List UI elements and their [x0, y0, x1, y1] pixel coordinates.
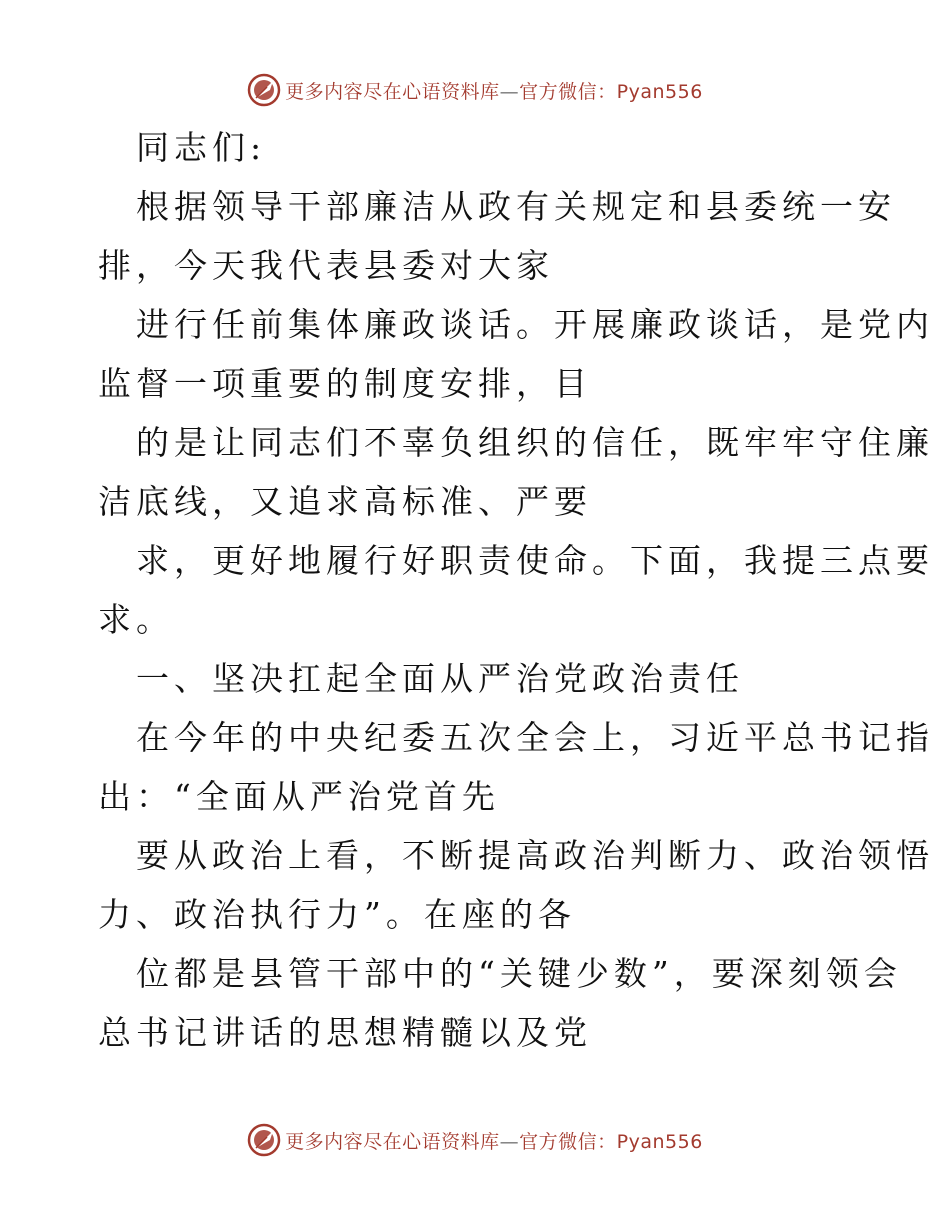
text-line: 同志们:: [136, 128, 267, 167]
section-heading: 一、坚决扛起全面从严治党政治责任: [136, 659, 744, 698]
feather-pen-logo-icon: [247, 1123, 281, 1157]
text-line: 根据领导干部廉洁从政有关规定和县委统一安: [136, 187, 896, 226]
text-line: 力、政治执行力”。在座的各: [98, 895, 576, 934]
text-line: 求。: [98, 600, 174, 639]
text-line: 洁底线，又追求高标准、严要: [98, 482, 592, 521]
text-line: 排，今天我代表县委对大家: [98, 246, 554, 285]
banner-wechat-text: 官方微信：Pyan556: [519, 1130, 703, 1153]
text-line: 监督一项重要的制度安排，目: [98, 364, 592, 403]
text-line: 位都是县管干部中的“关键少数”，要深刻领会: [136, 954, 902, 993]
text-line: 求，更好地履行好职责使命。下面，我提三点要: [136, 541, 934, 580]
text-line: 出：“全面从严治党首先: [98, 777, 500, 816]
text-line: 总书记讲话的思想精髓以及党: [98, 1013, 592, 1052]
banner-text: [285, 1127, 703, 1154]
feather-pen-logo-icon: [247, 73, 281, 107]
text-line: 在今年的中央纪委五次全会上，习近平总书记指: [136, 718, 934, 757]
text-line: 的是让同志们不辜负组织的信任，既牢牢守住廉: [136, 423, 934, 462]
text-line: 进行任前集体廉政谈话。开展廉政谈话，是党内: [136, 305, 934, 344]
banner-site-text: 更多内容尽在心语资料库: [285, 1130, 500, 1153]
banner-wechat-text: 官方微信：Pyan556: [519, 80, 703, 103]
text-line: 要从政治上看，不断提高政治判断力、政治领悟: [136, 836, 934, 875]
banner-text: [285, 77, 703, 104]
document-body: [98, 118, 934, 1062]
banner-separator: —: [499, 1130, 520, 1153]
header-banner: [0, 70, 950, 110]
banner-site-text: 更多内容尽在心语资料库: [285, 80, 500, 103]
banner-separator: —: [499, 80, 520, 103]
footer-banner: [0, 1120, 950, 1160]
